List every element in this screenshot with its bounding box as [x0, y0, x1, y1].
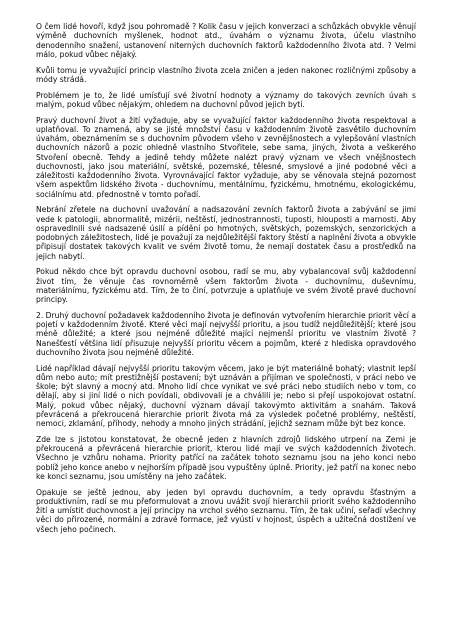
- document-page: [36, 22, 416, 540]
- paragraph-7: 2. Druhý duchovní požadavek každodenního života je definován vytvořením hierarchie priorit věcí a pojetí v každodenním životě. Které věci mají nejvyšší prioritu, a jsou tudíž nejdůležitější; které jsou méně důležité; a které jsou nejméně důležité mající nejmenší prioritu ve vlastním životě ? Nanešťestí většina lidí přisuzuje nejvyšší prioritu věcem a pojmům, které z hlediska opravdového duchovního života jsou nejméně důležité.: [36, 310, 416, 357]
- paragraph-1: O čem lidé hovoří, když jsou pohromadě ? Kolik času v jejich konverzaci a schůzkách obvykle věnují výměně duchovních myšlenek, hodnot atd., úvahám o významu života, účelu vlastního denodenního snažení, ustanovení niterných duchovních faktorů každodenního života atd. ? Velmi málo, pokud vůbec nějaký.: [36, 22, 416, 59]
- paragraph-10: Opakuje se ještě jednou, aby jeden byl opravdu duchovním, a tedy opravdu šťastným a produktivním, radí se mu přeformulovat a znovu uvážit svojí hierarchii priorit svého každodenního žití a umístit duchovnost a její principy na vrchol svého seznamu. Tím, že tak učiní, seřadí všechny věci do přirozené, normální a zdravé formace, jež vyústí v hojnost, úspěch a užitečná dostižení ve všech jeho počinech.: [36, 487, 416, 534]
- paragraph-3: Problémem je to, že lidé umísťují své životní hodnoty a významy do takových zevních úvah s malým, pokud vůbec nějakým, ohledem na duchovní původ jejich bytí.: [36, 90, 416, 109]
- paragraph-5: Nebrání zřetele na duchovní uvažování a nadsazování zevních faktorů života a zabývání se jimi vede k patologii, abnormalitě, mizérii, neštěstí, jednostrannosti, tuposti, hlouposti a marnosti. Aby ospravedlnili své nadsazené úsilí a pídění po hmotných, světských, pozemských, senzorických a podobných záležitostech, lidé je považují za nejdůležitější faktory štěstí a naplnění života a obvykle připisují dostatek takových kvalit ve svém životě tomu, že nemají dostatek času a prostředků na jejich nabytí.: [36, 205, 416, 261]
- paragraph-8: Lidé například dávají nejvyšší prioritu takovým věcem, jako je být materiálně bohatý; vlastnit lepší dům nebo auto; mít prestižnější postavení; být uznáván a přijíman ve společnosti, v práci nebo ve škole; být slavný a mocný atd. Mnoho lidí chce vynikat ve své práci nebo studiích nebo v tom, co dělají, aby si jiní lidé o nich povídali, obdivovali je a chválili je; nebo si přejí uspokojovat ostatní. Malý, pokud vůbec nějaký, duchovní význam dávají takovýmto aktivitám a snahám. Taková převrácená a překroucená hierarchie priorit života má za výsledek početné problémy, neštěstí, nemoci, zklamání, příhody, nehody a mnoho jiných strádání, jejichž seznam může být bez konce.: [36, 363, 416, 428]
- paragraph-4: Pravý duchovní život a žití vyžaduje, aby se vyvažující faktor každodenního života respektoval a uplatňoval. To znamená, aby se jisté množství času v každodenním životě zasvětilo duchovním úvahám, obeznámením se s duchovním původem všeho v zevnějšnostech a vylepšování vlastních duchovních názorů a pozic ohledně vlastního Stvořitele, sebe sama, jiných, života a veškerého Stvoření obecně. Tehdy a jedině tehdy můžete nalézt pravý význam ve všech vnějšnostech duchovnosti, jako jsou materiální, světské, pozemské, tělesné, smyslové a jiné podobné věci a záležitosti každodenního života. Vyrovnávající faktor vyžaduje, aby se věnovala stejná pozornost všem aspektům lidského života - duchovnímu, mentálnímu, fyzickému, hmotnému, ekologickému, sociálnímu atd. přednostně v tomto pořadí.: [36, 115, 416, 199]
- paragraph-2: Kvůli tomu je vyvažující princip vlastního života zcela zničen a jeden nakonec rozličnými způsoby a módy strádá.: [36, 65, 416, 84]
- paragraph-9: Zde lze s jistotou konstatovat, že obecně jeden z hlavních zdrojů lidského utrpení na Zemi je překroucená a převrácená hierarchie priorit, kterou lidé mají ve svých každodenních životech. Všechno je vzhůru nohama. Priority patřící na začátek tohoto seznamu jsou na jeho konci nebo poblíž jeho konce anebo v nejhorším případě jsou vypuštěny úplně. Priority, jež patří na konec nebo ke konci seznamu, jsou umístěny na jeho začátek.: [36, 434, 416, 481]
- paragraph-6: Pokud někdo chce být opravdu duchovní osobou, radí se mu, aby vybalancoval svůj každodenní život tím, že věnuje čas rovnoměrně všem faktorům života - duchovnímu, duševnímu, materiálnímu, fyzickému atd. Tím, že to činí, potvrzuje a uplatňuje ve svém životě pravé duchovní principy.: [36, 267, 416, 304]
